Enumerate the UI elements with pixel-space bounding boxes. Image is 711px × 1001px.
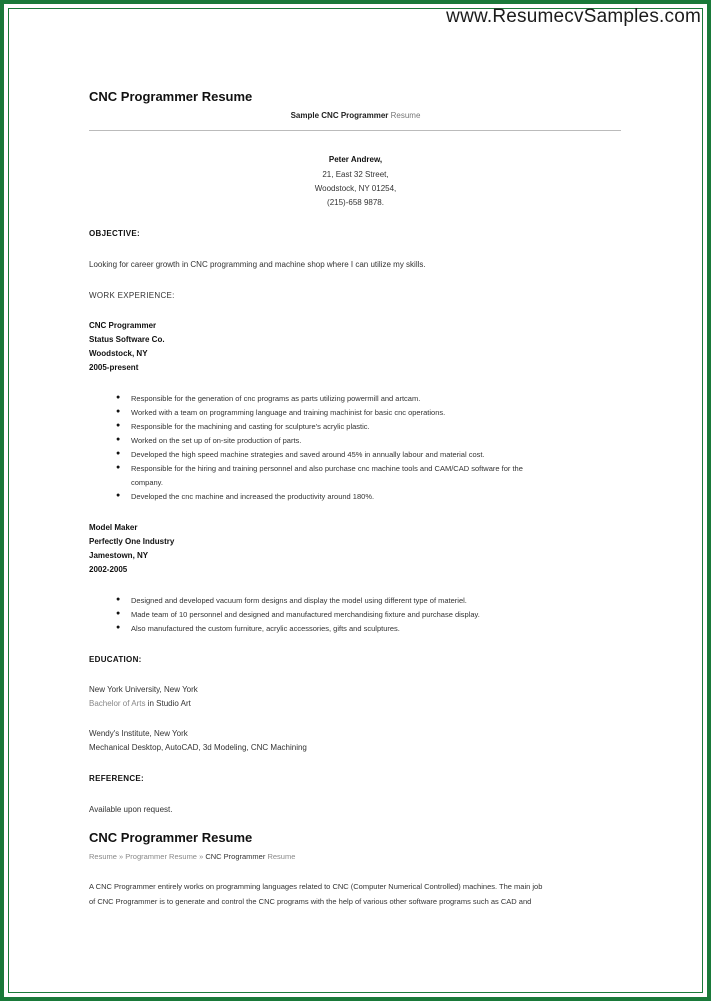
bullet-icon: ● bbox=[116, 394, 121, 401]
contact-name: Peter Andrew, bbox=[328, 155, 383, 164]
subtitle-light: Resume bbox=[390, 111, 421, 120]
reference-heading: REFERENCE: bbox=[89, 774, 145, 783]
job-bullet: Responsible for the generation of cnc programs as parts utilizing powermill and artcam. bbox=[131, 394, 421, 403]
bullet-icon: ● bbox=[116, 610, 121, 617]
job-dates: 2002-2005 bbox=[89, 565, 128, 574]
job-company: Perfectly One Industry bbox=[89, 537, 175, 546]
bullet-icon: ● bbox=[116, 464, 121, 471]
bullet-icon: ● bbox=[116, 596, 121, 603]
bullet-icon: ● bbox=[116, 450, 121, 457]
job-bullet-continuation: company. bbox=[131, 478, 163, 487]
work-experience-heading: WORK EXPERIENCE: bbox=[89, 291, 175, 300]
article-title: CNC Programmer Resume bbox=[89, 830, 253, 845]
breadcrumb-current-tail: Resume bbox=[267, 852, 296, 861]
job-bullet: Worked with a team on programming language and training machinist for basic cnc operations. bbox=[131, 408, 446, 417]
objective-text: Looking for career growth in CNC programming and machine shop where I can utilize my skills. bbox=[89, 260, 426, 269]
job-bullet: Developed the cnc machine and increased the productivity around 180%. bbox=[131, 492, 375, 501]
job-bullet: Developed the high speed machine strategies and saved around 45% in annually labour and material cost. bbox=[131, 450, 485, 459]
education-school: New York University, New York bbox=[89, 685, 198, 694]
breadcrumb bbox=[89, 852, 295, 861]
objective-heading: OBJECTIVE: bbox=[89, 229, 141, 238]
job-location: Jamestown, NY bbox=[89, 551, 149, 560]
job-title: Model Maker bbox=[89, 523, 138, 532]
bullet-icon: ● bbox=[116, 436, 121, 443]
breadcrumb-link-resume[interactable]: Resume bbox=[89, 852, 117, 861]
education-degree: Mechanical Desktop, AutoCAD, 3d Modeling, CNC Machining bbox=[89, 743, 307, 752]
job-title: CNC Programmer bbox=[89, 321, 157, 330]
job-bullet: Designed and developed vacuum form designs and display the model using different type of materiel. bbox=[131, 596, 467, 605]
article-paragraph-line: A CNC Programmer entirely works on programming languages related to CNC (Computer Numerical Controlled) machines. The main job bbox=[89, 882, 543, 891]
education-school: Wendy's Institute, New York bbox=[89, 729, 188, 738]
job-bullet: Worked on the set up of on-site production of parts. bbox=[131, 436, 302, 445]
bullet-icon: ● bbox=[116, 422, 121, 429]
breadcrumb-separator: » bbox=[119, 852, 124, 861]
job-dates: 2005-present bbox=[89, 363, 139, 372]
contact-address1: 21, East 32 Street, bbox=[322, 170, 389, 179]
contact-phone: (215)-658 9878. bbox=[327, 198, 384, 207]
resume-subtitle bbox=[0, 111, 711, 120]
page-title: CNC Programmer Resume bbox=[89, 89, 253, 104]
job-bullet: Made team of 10 personnel and designed and manufactured merchandising fixture and purchase display. bbox=[131, 610, 480, 619]
site-watermark: www.ResumecvSamples.com bbox=[446, 6, 701, 27]
degree-field: in Studio Art bbox=[147, 699, 191, 708]
bullet-icon: ● bbox=[116, 624, 121, 631]
degree-name: Bachelor of Arts bbox=[89, 699, 146, 708]
bullet-icon: ● bbox=[116, 408, 121, 415]
job-bullet: Responsible for the hiring and training personnel and also purchase cnc machine tools and CAM/CAD software for the bbox=[131, 464, 523, 473]
breadcrumb-separator: » bbox=[199, 852, 204, 861]
subtitle-bold: Sample CNC Programmer bbox=[290, 111, 389, 120]
job-company: Status Software Co. bbox=[89, 335, 165, 344]
breadcrumb-link-programmer[interactable]: Programmer Resume bbox=[125, 852, 197, 861]
bullet-icon: ● bbox=[116, 492, 121, 499]
article-paragraph-line: of CNC Programmer is to generate and control the CNC programs with the help of various other software programs such as CAD and bbox=[89, 897, 532, 906]
divider bbox=[89, 130, 621, 131]
breadcrumb-current: CNC Programmer bbox=[205, 852, 266, 861]
education-degree bbox=[89, 699, 191, 708]
contact-address2: Woodstock, NY 01254, bbox=[314, 184, 397, 193]
reference-text: Available upon request. bbox=[89, 805, 173, 814]
job-location: Woodstock, NY bbox=[89, 349, 148, 358]
job-bullet: Also manufactured the custom furniture, acrylic accessories, gifts and sculptures. bbox=[131, 624, 400, 633]
education-heading: EDUCATION: bbox=[89, 655, 142, 664]
job-bullet: Responsible for the machining and casting for sculpture's acrylic plastic. bbox=[131, 422, 370, 431]
